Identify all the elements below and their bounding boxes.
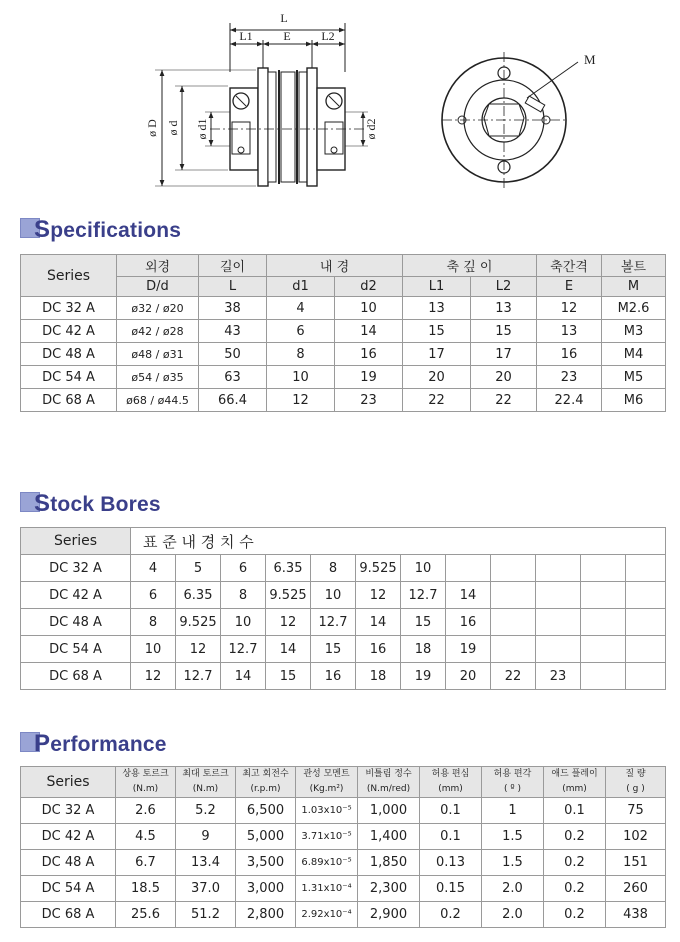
- bores-cell: [491, 555, 536, 582]
- perf-cell: 0.2: [544, 902, 606, 928]
- perf-series-cell: DC 42 A: [21, 824, 116, 850]
- spec-cell: 16: [335, 343, 403, 366]
- perf-cell: 75: [606, 798, 666, 824]
- bores-cell: 14: [356, 609, 401, 636]
- perf-header-unit: (mm): [562, 784, 587, 794]
- perf-cell: 5,000: [236, 824, 296, 850]
- bores-cell: 6: [221, 555, 266, 582]
- perf-cell: 18.5: [116, 876, 176, 902]
- perf-header-unit: ( g ): [626, 784, 645, 794]
- perf-cell: 1.5: [482, 850, 544, 876]
- bores-cell: 12.7: [401, 582, 446, 609]
- spec-cell: 10: [335, 297, 403, 320]
- perf-header-cell: [420, 767, 482, 798]
- perf-header-cell: [296, 767, 358, 798]
- spec-cell: 12: [267, 389, 335, 412]
- perf-cell: 0.2: [544, 850, 606, 876]
- bores-cell: 12.7: [176, 663, 221, 690]
- perf-cell: 3,500: [236, 850, 296, 876]
- bores-cell: [581, 582, 626, 609]
- bores-cell: 8: [311, 555, 356, 582]
- perf-header-unit: ( º ): [504, 784, 521, 794]
- perf-header-cell: [606, 767, 666, 798]
- perf-cell: 1.03x10⁻⁵: [296, 798, 358, 824]
- perf-cell: 5.2: [176, 798, 236, 824]
- bores-cell: 9.525: [356, 555, 401, 582]
- spec-header-series: Series: [21, 255, 117, 297]
- bores-cell: [581, 636, 626, 663]
- perf-header-title: 질 량: [625, 769, 646, 779]
- perf-header-unit: (N.m): [132, 784, 159, 794]
- bores-cell: [491, 582, 536, 609]
- perf-series-cell: DC 68 A: [21, 902, 116, 928]
- spec-cell: 10: [267, 366, 335, 389]
- perf-cell: 2.92x10⁻⁴: [296, 902, 358, 928]
- bores-cell: [581, 663, 626, 690]
- perf-cell: 2,300: [358, 876, 420, 902]
- spec-header-bolt: 볼트: [602, 255, 666, 277]
- spec-row: [21, 343, 666, 366]
- perf-cell: 2.0: [482, 876, 544, 902]
- perf-row: [21, 798, 666, 824]
- performance-table: [20, 766, 666, 928]
- perf-body: [21, 798, 666, 928]
- bores-cell: 19: [446, 636, 491, 663]
- spec-body: [21, 297, 666, 412]
- bores-cell: [581, 555, 626, 582]
- perf-cell: 6.89x10⁻⁵: [296, 850, 358, 876]
- bores-row: [21, 636, 666, 663]
- dim-d-label: ø d: [166, 120, 180, 136]
- perf-header-title: 최대 토르크: [182, 769, 229, 779]
- spec-header-L2: L2: [471, 277, 537, 297]
- perf-cell: 102: [606, 824, 666, 850]
- bores-cell: [626, 663, 666, 690]
- perf-cell: 2.0: [482, 902, 544, 928]
- spec-cell: ø32 / ø20: [117, 297, 199, 320]
- spec-header-gap-sub: E: [537, 277, 602, 297]
- perf-cell: 0.2: [544, 824, 606, 850]
- spec-cell: 15: [403, 320, 471, 343]
- bores-row: [21, 555, 666, 582]
- bores-cell: [446, 555, 491, 582]
- spec-cell: 8: [267, 343, 335, 366]
- spec-cell: 16: [537, 343, 602, 366]
- spec-cell: 43: [199, 320, 267, 343]
- bores-cell: 20: [446, 663, 491, 690]
- spec-cell: M4: [602, 343, 666, 366]
- bores-cell: 10: [311, 582, 356, 609]
- bores-cell: 5: [176, 555, 221, 582]
- dim-L2-label: L2: [321, 29, 335, 43]
- spec-cell: 22: [471, 389, 537, 412]
- bores-cell: [536, 636, 581, 663]
- perf-cell: 37.0: [176, 876, 236, 902]
- perf-cell: 0.1: [420, 824, 482, 850]
- spec-cell: 12: [537, 297, 602, 320]
- bores-series-cell: DC 42 A: [21, 582, 131, 609]
- perf-cell: 1,000: [358, 798, 420, 824]
- spec-cell: 4: [267, 297, 335, 320]
- spec-header-outer-sub: D/d: [117, 277, 199, 297]
- perf-cell: 51.2: [176, 902, 236, 928]
- spec-cell: 50: [199, 343, 267, 366]
- bores-cell: 18: [356, 663, 401, 690]
- spec-cell: 20: [403, 366, 471, 389]
- bores-cell: 16: [356, 636, 401, 663]
- bores-cell: 12.7: [221, 636, 266, 663]
- spec-header-length: 길이: [199, 255, 267, 277]
- perf-cell: 2.6: [116, 798, 176, 824]
- perf-header-cell: [544, 767, 606, 798]
- bores-cell: 10: [401, 555, 446, 582]
- spec-cell: 13: [471, 297, 537, 320]
- perf-cell: 2,800: [236, 902, 296, 928]
- perf-cell: 3,000: [236, 876, 296, 902]
- bores-series-cell: DC 48 A: [21, 609, 131, 636]
- spec-cell: 17: [403, 343, 471, 366]
- bores-cell: 6.35: [176, 582, 221, 609]
- bores-row: [21, 609, 666, 636]
- spec-cell: M2.6: [602, 297, 666, 320]
- perf-cell: 260: [606, 876, 666, 902]
- spec-header-bolt-sub: M: [602, 277, 666, 297]
- perf-header-cell: [176, 767, 236, 798]
- dim-L1-label: L1: [239, 29, 253, 43]
- bores-cell: [626, 582, 666, 609]
- spec-series-cell: DC 48 A: [21, 343, 117, 366]
- bores-cell: 23: [536, 663, 581, 690]
- bores-cell: 14: [221, 663, 266, 690]
- bores-cell: 8: [221, 582, 266, 609]
- M-label: M: [584, 52, 596, 67]
- spec-cell: 15: [471, 320, 537, 343]
- spec-cell: 13: [537, 320, 602, 343]
- spec-cell: M6: [602, 389, 666, 412]
- perf-cell: 0.2: [544, 876, 606, 902]
- perf-cell: 0.13: [420, 850, 482, 876]
- perf-header-title: 허용 편각: [493, 769, 532, 779]
- stock-bores-title: Stock Bores: [34, 490, 161, 517]
- perf-header-unit: (mm): [438, 784, 463, 794]
- dim-d2-label: ø d2: [364, 118, 378, 140]
- bores-cell: 9.525: [266, 582, 311, 609]
- bores-cell: [626, 609, 666, 636]
- spec-cell: 23: [335, 389, 403, 412]
- spec-series-cell: DC 68 A: [21, 389, 117, 412]
- bores-cell: 8: [131, 609, 176, 636]
- perf-cell: 6.7: [116, 850, 176, 876]
- spec-header-outer: 외경: [117, 255, 199, 277]
- perf-cell: 0.15: [420, 876, 482, 902]
- perf-cell: 1: [482, 798, 544, 824]
- spec-header-length-sub: L: [199, 277, 267, 297]
- bores-cell: 14: [266, 636, 311, 663]
- spec-header-d2: d2: [335, 277, 403, 297]
- perf-header-title: 비틀림 정수: [365, 769, 412, 779]
- perf-cell: 0.2: [420, 902, 482, 928]
- perf-series-cell: DC 48 A: [21, 850, 116, 876]
- perf-series-cell: DC 54 A: [21, 876, 116, 902]
- bores-cell: 10: [131, 636, 176, 663]
- perf-cell: 3.71x10⁻⁵: [296, 824, 358, 850]
- perf-header-unit: (N.m/red): [366, 784, 411, 794]
- perf-cell: 1,400: [358, 824, 420, 850]
- bores-series-cell: DC 32 A: [21, 555, 131, 582]
- bores-series-cell: DC 68 A: [21, 663, 131, 690]
- perf-row: [21, 902, 666, 928]
- bores-cell: 12: [356, 582, 401, 609]
- perf-header-unit: (Kg.m²): [309, 784, 344, 794]
- bores-series-cell: DC 54 A: [21, 636, 131, 663]
- bores-body: [21, 555, 666, 690]
- spec-cell: ø54 / ø35: [117, 366, 199, 389]
- spec-cell: 22: [403, 389, 471, 412]
- perf-header-title: 상용 토르크: [122, 769, 169, 779]
- perf-cell: 0.1: [544, 798, 606, 824]
- bores-row: [21, 582, 666, 609]
- spec-cell: 63: [199, 366, 267, 389]
- perf-cell: 1.5: [482, 824, 544, 850]
- bores-cell: 6: [131, 582, 176, 609]
- bores-cell: 18: [401, 636, 446, 663]
- spec-cell: M3: [602, 320, 666, 343]
- bores-header-series: Series: [21, 528, 131, 555]
- spec-cell: 20: [471, 366, 537, 389]
- spec-cell: 23: [537, 366, 602, 389]
- spec-header-bore: 내 경: [267, 255, 403, 277]
- spec-row: [21, 320, 666, 343]
- spec-cell: 13: [403, 297, 471, 320]
- bores-cell: 14: [446, 582, 491, 609]
- bores-cell: 16: [446, 609, 491, 636]
- perf-cell: 0.1: [420, 798, 482, 824]
- perf-header-title: 허용 편심: [431, 769, 470, 779]
- bores-cell: 4: [131, 555, 176, 582]
- coupling-drawing: [0, 0, 680, 205]
- perf-row: [21, 850, 666, 876]
- bores-cell: 12: [176, 636, 221, 663]
- bores-header-standard: 표 준 내 경 치 수: [131, 528, 666, 555]
- perf-cell: 2,900: [358, 902, 420, 928]
- stock-bores-table: [20, 527, 666, 690]
- specifications-table: [20, 254, 666, 412]
- perf-header-cell: Series: [21, 767, 116, 798]
- spec-header-depth: 축 깊 이: [403, 255, 537, 277]
- bores-cell: 22: [491, 663, 536, 690]
- perf-row: [21, 824, 666, 850]
- bores-cell: 16: [311, 663, 356, 690]
- bores-cell: 15: [266, 663, 311, 690]
- bores-row: [21, 663, 666, 690]
- bores-cell: [536, 609, 581, 636]
- spec-header-L1: L1: [403, 277, 471, 297]
- spec-cell: 19: [335, 366, 403, 389]
- spec-row: [21, 297, 666, 320]
- perf-cell: 25.6: [116, 902, 176, 928]
- perf-header-title: 애드 플레이: [551, 769, 598, 779]
- bores-cell: [491, 609, 536, 636]
- spec-header-gap: 축간격: [537, 255, 602, 277]
- bores-cell: [626, 636, 666, 663]
- bores-cell: 15: [401, 609, 446, 636]
- spec-cell: ø48 / ø31: [117, 343, 199, 366]
- spec-cell: M5: [602, 366, 666, 389]
- perf-cell: 6,500: [236, 798, 296, 824]
- spec-header-d1: d1: [267, 277, 335, 297]
- perf-cell: 1,850: [358, 850, 420, 876]
- perf-header-cell: [358, 767, 420, 798]
- perf-cell: 151: [606, 850, 666, 876]
- spec-cell: 14: [335, 320, 403, 343]
- bores-cell: 12: [131, 663, 176, 690]
- spec-cell: ø42 / ø28: [117, 320, 199, 343]
- bores-cell: 15: [311, 636, 356, 663]
- bores-cell: 10: [221, 609, 266, 636]
- dim-D-label: ø D: [145, 119, 159, 137]
- spec-cell: 17: [471, 343, 537, 366]
- perf-header-unit: (r.p.m): [250, 784, 281, 794]
- perf-cell: 13.4: [176, 850, 236, 876]
- dim-d1-label: ø d1: [195, 118, 209, 140]
- perf-header-cell: [236, 767, 296, 798]
- perf-header-cell: [116, 767, 176, 798]
- spec-cell: 6: [267, 320, 335, 343]
- dim-L-label: L: [280, 11, 288, 25]
- spec-series-cell: DC 54 A: [21, 366, 117, 389]
- specifications-title: Specifications: [34, 216, 182, 243]
- spec-row: [21, 366, 666, 389]
- spec-cell: 22.4: [537, 389, 602, 412]
- perf-series-cell: DC 32 A: [21, 798, 116, 824]
- perf-cell: 4.5: [116, 824, 176, 850]
- bores-cell: [581, 609, 626, 636]
- perf-header-unit: (N.m): [192, 784, 219, 794]
- spec-row: [21, 389, 666, 412]
- perf-header-title: 관성 모멘트: [303, 769, 350, 779]
- perf-header-cell: [482, 767, 544, 798]
- bores-cell: 6.35: [266, 555, 311, 582]
- perf-cell: 9: [176, 824, 236, 850]
- dim-E-label: E: [283, 29, 291, 43]
- bores-cell: 9.525: [176, 609, 221, 636]
- perf-cell: 438: [606, 902, 666, 928]
- spec-series-cell: DC 42 A: [21, 320, 117, 343]
- spec-cell: ø68 / ø44.5: [117, 389, 199, 412]
- spec-cell: 38: [199, 297, 267, 320]
- bores-cell: [491, 636, 536, 663]
- performance-title: Performance: [34, 730, 167, 757]
- bores-cell: [536, 582, 581, 609]
- spec-series-cell: DC 32 A: [21, 297, 117, 320]
- bores-cell: 12: [266, 609, 311, 636]
- bores-cell: [626, 555, 666, 582]
- bores-cell: 12.7: [311, 609, 356, 636]
- bores-cell: [536, 555, 581, 582]
- bores-cell: 19: [401, 663, 446, 690]
- perf-row: [21, 876, 666, 902]
- perf-header-title: 최고 회전수: [242, 769, 289, 779]
- perf-cell: 1.31x10⁻⁴: [296, 876, 358, 902]
- spec-cell: 66.4: [199, 389, 267, 412]
